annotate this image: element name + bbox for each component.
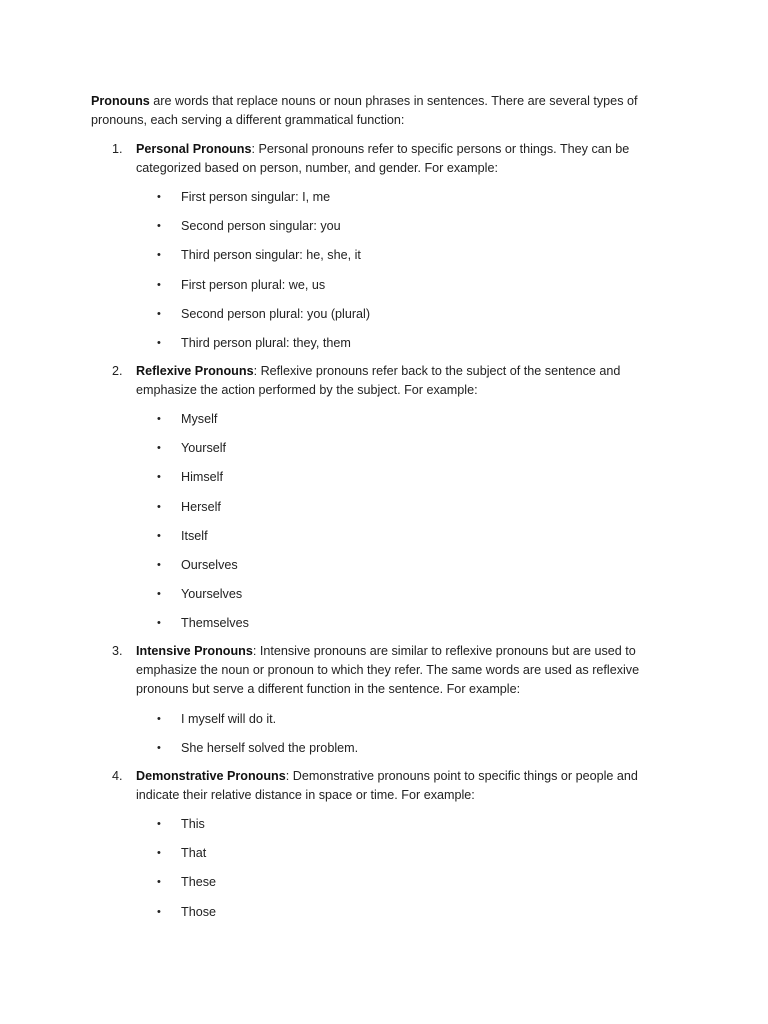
list-item-text: Third person plural: they, them <box>181 335 351 350</box>
bullet-icon: • <box>157 876 161 889</box>
bullet-icon: • <box>157 529 161 542</box>
list-item <box>91 614 651 643</box>
list-item-text: These <box>181 875 217 890</box>
list-item <box>91 410 651 439</box>
bullet-icon: • <box>157 905 161 918</box>
list-item <box>91 246 651 275</box>
example-list <box>91 710 651 768</box>
bullet-icon: • <box>157 307 161 320</box>
bullet-icon: • <box>157 617 161 630</box>
intro-paragraph <box>91 92 651 130</box>
list-item-text: This <box>181 817 205 831</box>
list-item-text: Myself <box>181 412 218 426</box>
section-description: : Demonstrative pronouns point to specific things or people and indicate their relative distance in space or time. For example: <box>136 769 638 802</box>
list-item <box>91 498 651 527</box>
list-item-text: Itself <box>181 528 208 543</box>
bullet-icon: • <box>157 278 161 291</box>
list-item <box>91 844 651 873</box>
bullet-icon: • <box>157 713 161 725</box>
section-paragraph <box>136 767 651 805</box>
list-item-text: Yourselves <box>181 587 243 602</box>
section-paragraph <box>136 140 651 178</box>
section-number: 1. <box>112 142 123 156</box>
bullet-icon: • <box>157 847 161 860</box>
list-item <box>91 585 651 614</box>
list-item-text: I myself will do it. <box>181 712 277 726</box>
list-item <box>91 276 651 305</box>
example-list <box>91 188 651 363</box>
bullet-icon: • <box>157 558 161 571</box>
bullet-icon: • <box>157 588 161 601</box>
list-item-text: Herself <box>181 499 221 514</box>
list-item <box>91 468 651 497</box>
section-number: 2. <box>112 364 123 378</box>
list-item <box>91 305 651 334</box>
intro-text: are words that replace nouns or noun phrases in sentences. There are several types of pronouns, each serving a different grammatical function: <box>91 94 638 127</box>
section-description: : Personal pronouns refer to specific persons or things. They can be categorized based on person, number, and gender. For example: <box>136 142 630 175</box>
example-list <box>91 815 651 932</box>
list-item <box>91 527 651 556</box>
list-item-text: Second person singular: you <box>181 219 341 234</box>
list-item-text: Third person singular: he, she, it <box>181 248 361 263</box>
list-item <box>91 188 651 217</box>
list-item <box>91 556 651 585</box>
list-item <box>91 873 651 902</box>
bullet-icon: • <box>157 442 161 455</box>
list-item-text: First person singular: I, me <box>181 190 331 204</box>
list-item-text: Second person plural: you (plural) <box>181 306 371 321</box>
list-item-text: First person plural: we, us <box>181 277 326 292</box>
example-list <box>91 410 651 644</box>
bullet-icon: • <box>157 413 161 425</box>
section-description: : Intensive pronouns are similar to reflexive pronouns but are used to emphasize the noun or pronoun to which they refer. The same words are used as reflexive pronouns but serve a different function in the sentence. For example: <box>136 644 640 696</box>
section-paragraph <box>136 642 651 699</box>
section-title: Demonstrative Pronouns <box>136 769 286 783</box>
section-paragraph <box>136 362 651 400</box>
list-item-text: Ourselves <box>181 557 238 572</box>
section-number: 4. <box>112 769 123 783</box>
list-item-text: Themselves <box>181 616 249 631</box>
list-item <box>91 439 651 468</box>
bullet-icon: • <box>157 471 161 484</box>
bullet-icon: • <box>157 220 161 233</box>
list-item-text: Those <box>181 904 217 919</box>
list-item-text: That <box>181 846 207 861</box>
section-number: 3. <box>112 644 123 658</box>
bullet-icon: • <box>157 191 161 203</box>
list-item <box>91 903 651 932</box>
bullet-icon: • <box>157 249 161 262</box>
section-title: Intensive Pronouns <box>136 644 253 658</box>
list-item-text: She herself solved the problem. <box>181 741 359 756</box>
bullet-icon: • <box>157 336 161 349</box>
list-item-text: Himself <box>181 470 223 485</box>
list-item <box>91 710 651 739</box>
list-item-text: Yourself <box>181 441 227 456</box>
list-item <box>91 217 651 246</box>
list-item <box>91 815 651 844</box>
section-title: Reflexive Pronouns <box>136 364 254 378</box>
bullet-icon: • <box>157 742 161 755</box>
section-description: : Reflexive pronouns refer back to the subject of the sentence and emphasize the action performed by the subject. For example: <box>136 364 621 397</box>
list-item <box>91 334 651 363</box>
section-title: Personal Pronouns <box>136 142 252 156</box>
bullet-icon: • <box>157 500 161 513</box>
intro-term: Pronouns <box>91 94 150 108</box>
list-item <box>91 739 651 768</box>
bullet-icon: • <box>157 818 161 830</box>
